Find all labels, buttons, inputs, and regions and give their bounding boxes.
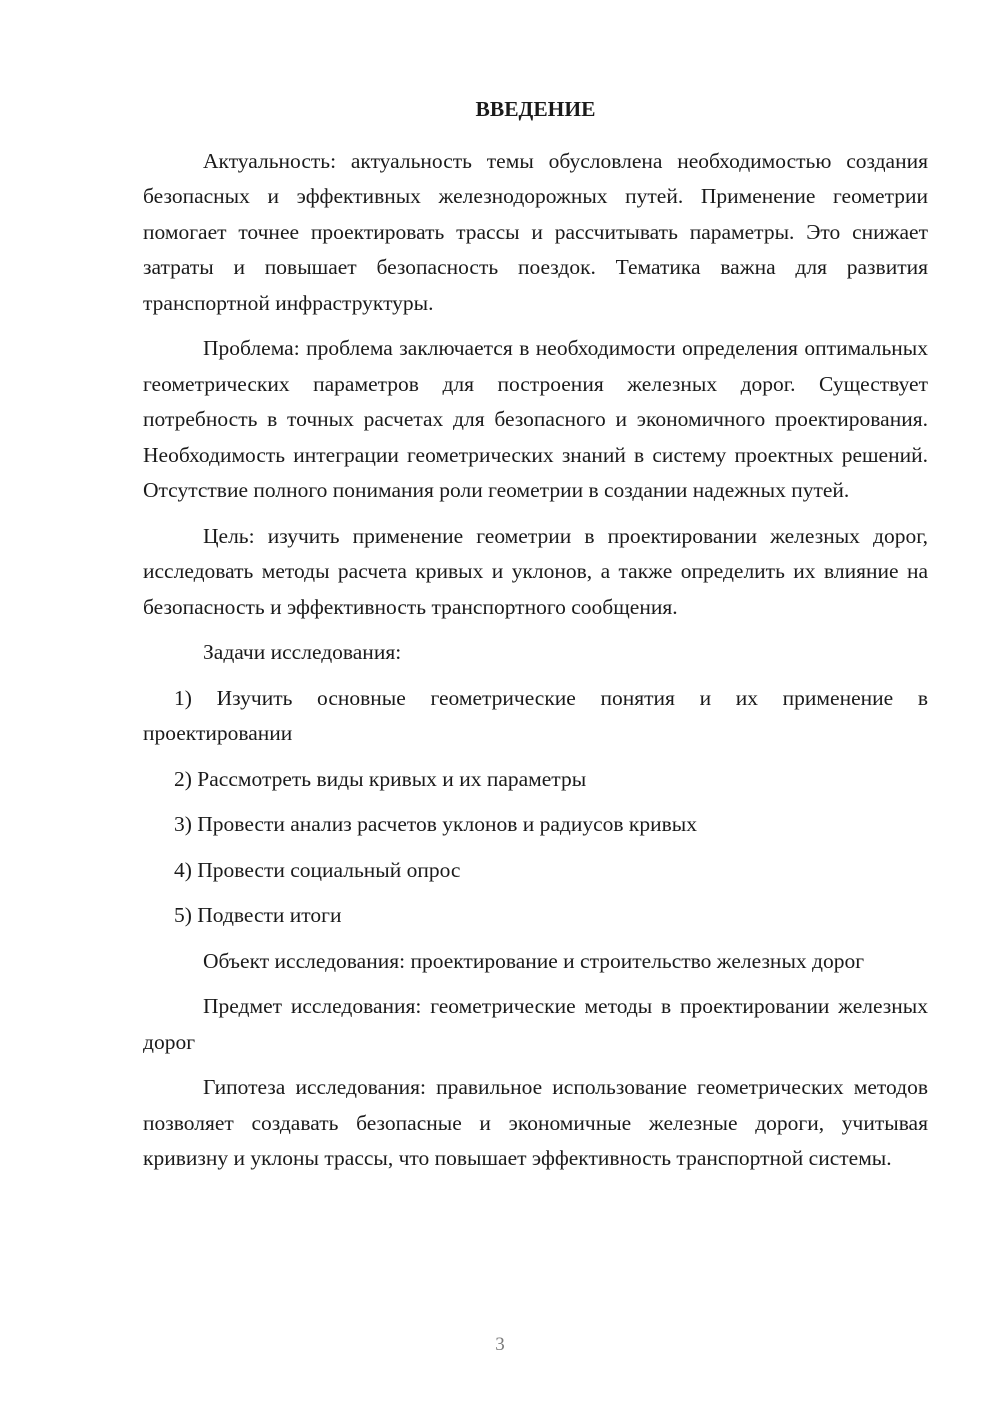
section-title: ВВЕДЕНИЕ	[475, 97, 596, 121]
paragraph-problem: Проблема: проблема заключается в необходимости определения оптимальных геометрических параметров для построения железных дорог. Существует потребность в точных расчетах для безопасного и экономичного проектирования. Необходимость интеграции геометрических знаний в систему проектных решений. Отсутствие полного понимания роли геометрии в создании надежных путей.	[143, 336, 928, 502]
task-item-2: 2) Рассмотреть виды кривых и их параметры	[174, 766, 587, 791]
paragraph-subject: Предмет исследования: геометрические методы в проектировании железных дорог	[143, 994, 928, 1054]
document-page	[143, 92, 928, 1187]
task-item-4: 4) Провести социальный опрос	[174, 857, 461, 882]
page-number: 3	[495, 1334, 505, 1355]
paragraph-object: Объект исследования: проектирование и строительство железных дорог	[203, 948, 865, 973]
task-item-1: 1) Изучить основные геометрические понятия и их применение в проектировании	[143, 685, 928, 745]
tasks-heading: Задачи исследования:	[203, 640, 402, 664]
task-item-3: 3) Провести анализ расчетов уклонов и радиусов кривых	[174, 812, 697, 836]
paragraph-hypothesis: Гипотеза исследования: правильное использование геометрических методов позволяет создавать безопасные и экономичные железные дороги, учитывая кривизну и уклоны трассы, что повышает эффективность транспортной системы.	[143, 1075, 928, 1170]
paragraph-goal: Цель: изучить применение геометрии в проектировании железных дорог, исследовать методы расчета кривых и уклонов, а также определить их влияние на безопасность и эффективность транспортного сообщения.	[143, 523, 928, 619]
task-item-5: 5) Подвести итоги	[174, 903, 342, 927]
paragraph-relevance: Актуальность: актуальность темы обусловлена необходимостью создания безопасных и эффективных железнодорожных путей. Применение геометрии помогает точнее проектировать трассы и рассчитывать параметры. Это снижает затраты и повышает безопасность поездок. Тематика важна для развития транспортной инфраструктуры.	[143, 148, 928, 315]
